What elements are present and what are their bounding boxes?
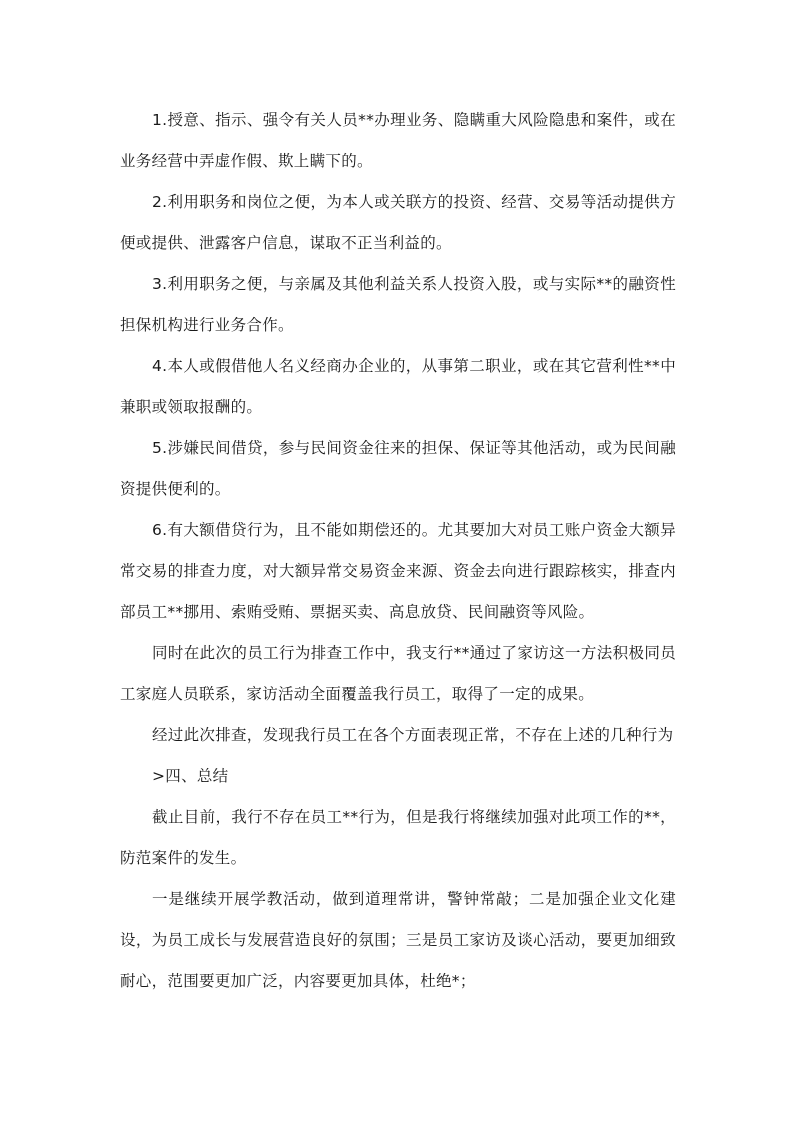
paragraph-summary-measures: 一是继续开展学教活动，做到道理常讲，警钟常敲；二是加强企业文化建设，为员工成长与发展营造良好的氛围；三是员工家访及谈心活动，要更加细致耐心，范围要更加广泛，内容要更加具体，杜绝*； (120, 890, 676, 990)
paragraph-item-4: 4.本人或假借他人名义经商办企业的，从事第二职业，或在其它营利性**中兼职或领取报酬的。 (120, 357, 676, 416)
paragraph-summary-status: 截止目前，我行不存在员工**行为，但是我行将继续加强对此项工作的**，防范案件的发生。 (120, 808, 676, 867)
paragraph-item-5: 5.涉嫌民间借贷，参与民间资金往来的担保、保证等其他活动，或为民间融资提供便利的。 (120, 439, 676, 498)
paragraph-family-visit: 同时在此次的员工行为排查工作中，我支行**通过了家访这一方法积极同员工家庭人员联系，家访活动全面覆盖我行员工，取得了一定的成果。 (120, 644, 676, 703)
paragraph-item-3: 3.利用职务之便，与亲属及其他利益关系人投资入股，或与实际**的融资性担保机构进行业务合作。 (120, 275, 676, 334)
paragraph-item-1: 1.授意、指示、强令有关人员**办理业务、隐瞒重大风险隐患和案件，或在业务经营中弄虚作假、欺上瞒下的。 (120, 111, 676, 170)
paragraph-investigation-result: 经过此次排查，发现我行员工在各个方面表现正常，不存在上述的几种行为 (152, 726, 674, 744)
section-heading-summary: >四、总结 (152, 767, 229, 785)
paragraph-item-2: 2.利用职务和岗位之便，为本人或关联方的投资、经营、交易等活动提供方便或提供、泄露客户信息，谋取不正当利益的。 (120, 193, 676, 252)
paragraph-item-6: 6.有大额借贷行为，且不能如期偿还的。尤其要加大对员工账户资金大额异常交易的排查力度，对大额异常交易资金来源、资金去向进行跟踪核实，排查内部员工**挪用、索贿受贿、票据买卖、高息放贷、民间融资等风险。 (120, 521, 676, 621)
document-body (120, 100, 676, 1002)
